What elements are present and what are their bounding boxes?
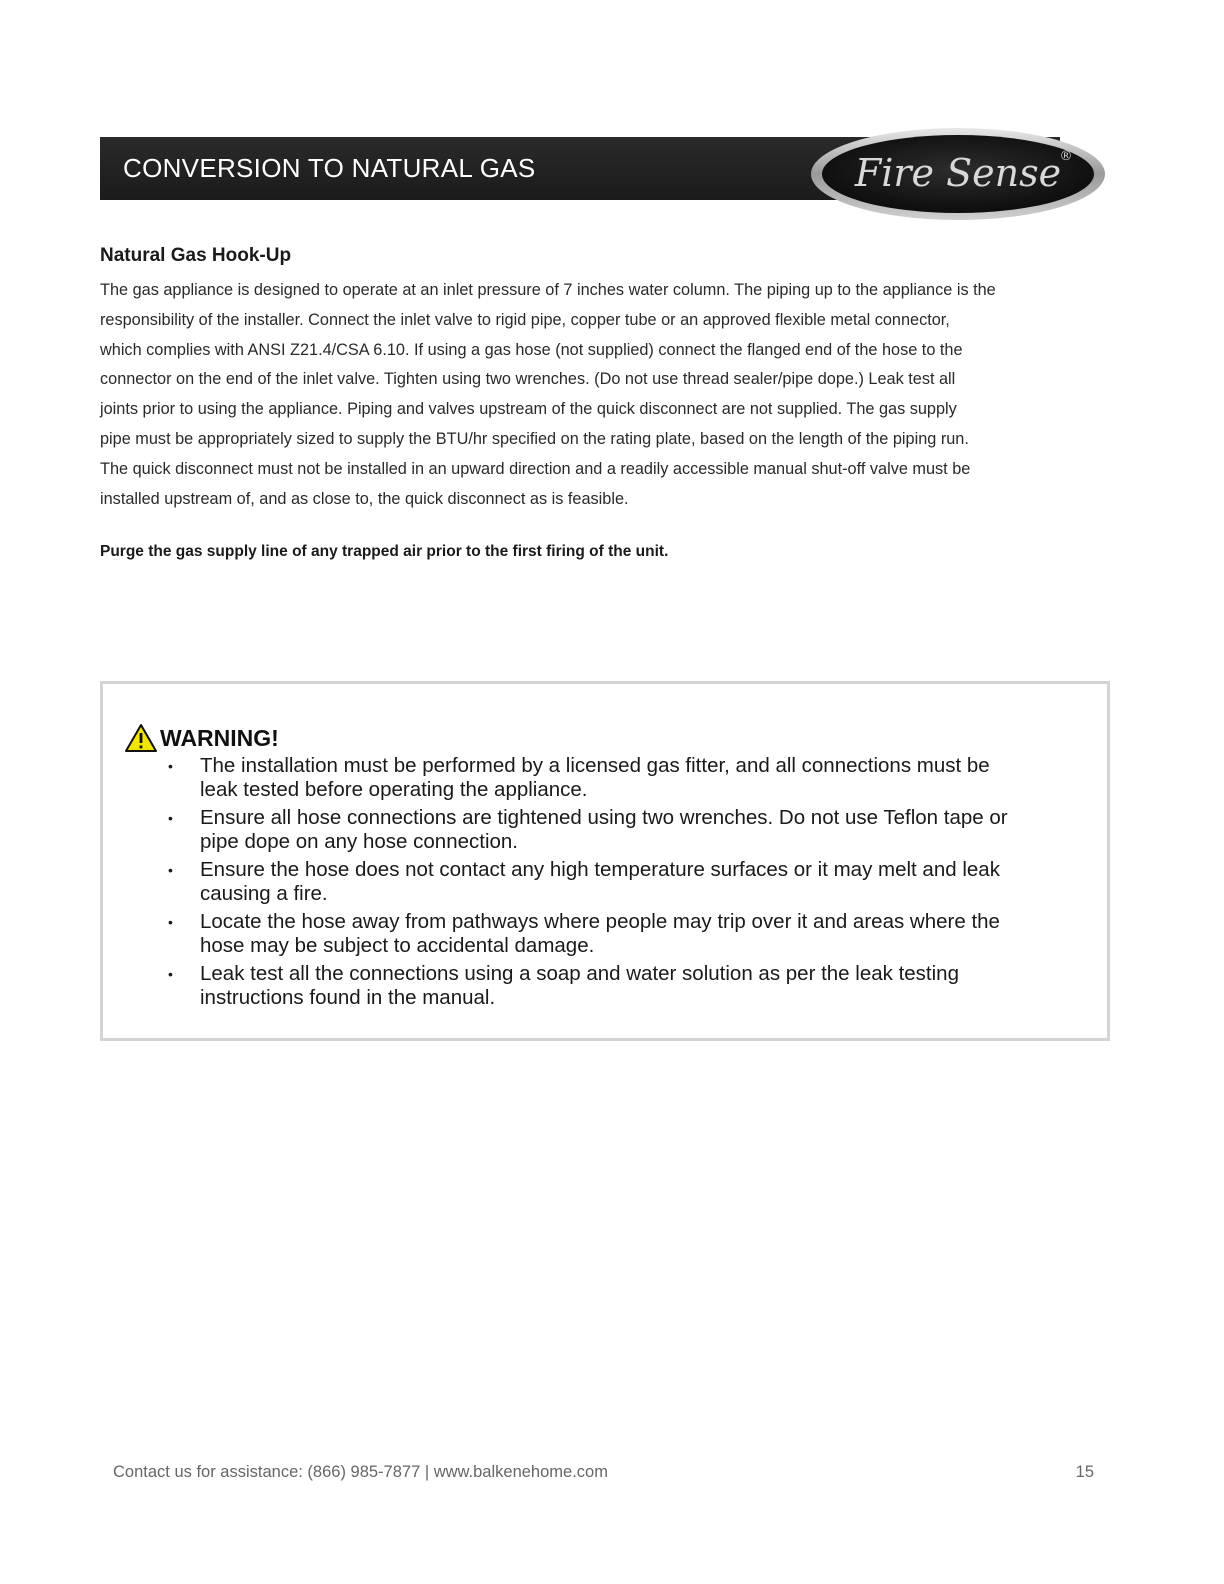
warning-header [124,722,279,754]
paragraph-line: pipe must be appropriately sized to supply the BTU/hr specified on the rating plate, based on the length of the piping run. [100,429,969,448]
footer-contact: Contact us for assistance: (866) 985-7877 | www.balkenehome.com [113,1463,608,1481]
bullet-icon: • [168,966,173,982]
warning-item: • The installation must be performed by a licensed gas fitter, and all connections must be leak tested before operating the appliance. [168,754,990,801]
warning-item: • Ensure all hose connections are tightened using two wrenches. Do not use Teflon tape or pipe dope on any hose connection. [168,806,1008,853]
paragraph-line: joints prior to using the appliance. Piping and valves upstream of the quick disconnect are not supplied. The gas supply [100,400,957,419]
hookup-paragraph [100,276,1100,514]
logo-text: Fire Sense [854,151,1062,195]
purge-note: Purge the gas supply line of any trapped air prior to the first firing of the unit. [100,543,669,560]
section-heading: Natural Gas Hook-Up [100,245,292,266]
paragraph-line: which complies with ANSI Z21.4/CSA 6.10. If using a gas hose (not supplied) connect the flanged end of the hose to the [100,340,963,359]
warning-list [168,754,1058,1014]
paragraph-line: installed upstream of, and as close to, the quick disconnect as is feasible. [100,489,629,508]
page-title: CONVERSION TO NATURAL GAS [123,153,536,183]
paragraph-line: responsibility of the installer. Connect the inlet valve to rigid pipe, copper tube or an approved flexible metal connector, [100,310,950,329]
page-number: 15 [1075,1463,1094,1481]
warning-item: • Ensure the hose does not contact any high temperature surfaces or it may melt and leak causing a fire. [168,858,1000,905]
warning-title: WARNING! [160,724,279,751]
bullet-icon: • [168,758,173,774]
logo-registered-mark: ® [1059,149,1073,164]
paragraph-line: The quick disconnect must not be installed in an upward direction and a readily accessible manual shut-off valve must be [100,459,971,478]
paragraph-line: The gas appliance is designed to operate at an inlet pressure of 7 inches water column. The piping up to the appliance is the [100,281,996,299]
paragraph-line: connector on the end of the inlet valve. Tighten using two wrenches. (Do not use thread sealer/pipe dope.) Leak test all [100,370,956,389]
warning-triangle-icon [124,723,158,753]
fire-sense-logo [808,124,1108,224]
warning-box [100,681,1110,1041]
warning-item: • Locate the hose away from pathways where people may trip over it and areas where the hose may be subject to accidental damage. [168,910,1000,957]
bullet-icon: • [168,914,173,930]
warning-item: • Leak test all the connections using a soap and water solution as per the leak testing instructions found in the manual. [168,962,959,1009]
bullet-icon: • [168,810,173,826]
bullet-icon: • [168,862,173,878]
